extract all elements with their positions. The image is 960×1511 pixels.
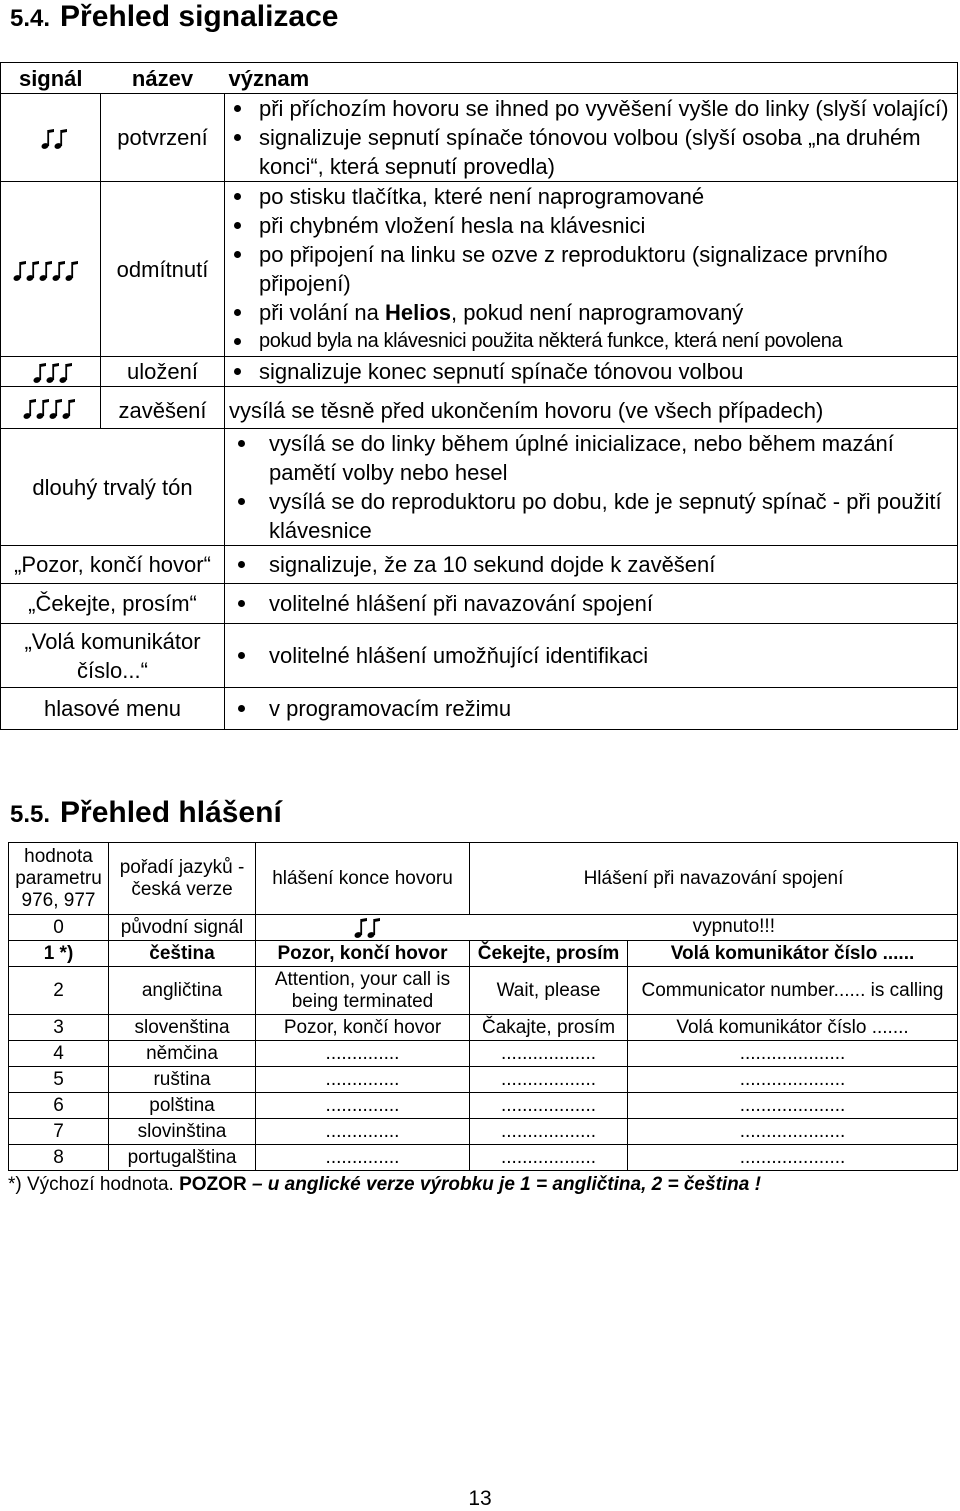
cell-value: 8 bbox=[9, 1145, 109, 1171]
name-cell: „Čekejte, prosím“ bbox=[1, 584, 225, 624]
music-notes-5-icon bbox=[11, 254, 84, 283]
cell-wait: .................. bbox=[470, 1093, 628, 1119]
cell-end-call: .............. bbox=[256, 1145, 470, 1171]
meaning-cell bbox=[225, 584, 958, 624]
section-heading-hlaseni bbox=[10, 796, 282, 830]
music-notes-2-icon bbox=[352, 915, 386, 941]
page-number: 13 bbox=[468, 1487, 492, 1510]
cell-value: 0 bbox=[9, 915, 109, 941]
meaning-cell: vysílá se těsně před ukončením hovoru (ve všech případech) bbox=[225, 387, 958, 429]
table-row bbox=[9, 1067, 958, 1093]
table-header-row bbox=[9, 843, 958, 915]
header-signal: signál bbox=[1, 63, 101, 94]
signal-cell bbox=[1, 182, 101, 357]
cell-end-call: .............. bbox=[256, 1119, 470, 1145]
header-meaning: význam bbox=[225, 63, 958, 94]
cell-language: němčina bbox=[109, 1041, 256, 1067]
header-end-call: hlášení konce hovoru bbox=[256, 843, 470, 915]
cell-state bbox=[256, 915, 958, 941]
name-cell: „Pozor, končí hovor“ bbox=[1, 546, 225, 584]
list-item bbox=[229, 298, 953, 327]
cell-end-call: .............. bbox=[256, 1093, 470, 1119]
cell-wait: .................. bbox=[470, 1041, 628, 1067]
cell-connecting: .................... bbox=[628, 1093, 958, 1119]
table-row bbox=[1, 584, 958, 624]
cell-language: původní signál bbox=[109, 915, 256, 941]
signal-cell bbox=[1, 94, 101, 182]
list-item: vysílá se do reproduktoru po dobu, kde je sepnutý spínač - při použití klávesnice bbox=[229, 487, 953, 545]
announcement-rows bbox=[9, 941, 958, 1171]
cell-wait: .................. bbox=[470, 1119, 628, 1145]
cell-connecting: .................... bbox=[628, 1067, 958, 1093]
cell-language: angličtina bbox=[109, 967, 256, 1015]
state-text: vypnuto!!! bbox=[692, 916, 775, 937]
list-item: při chybném vložení hesla na klávesnici bbox=[229, 211, 953, 240]
table-row bbox=[1, 357, 958, 387]
cell-end-call: .............. bbox=[256, 1041, 470, 1067]
cell-value: 6 bbox=[9, 1093, 109, 1119]
meaning-cell bbox=[225, 429, 958, 546]
cell-value: 7 bbox=[9, 1119, 109, 1145]
header-connecting: Hlášení při navazování spojení bbox=[470, 843, 958, 915]
list-item: pokud byla na klávesnici použita některá funkce, která není povolena bbox=[229, 327, 953, 356]
helios-bold: Helios bbox=[384, 300, 451, 325]
list-item: signalizuje sepnutí spínače tónovou volbou (slyší osoba „na druhém konci“, která sepnutí provedla) bbox=[229, 123, 953, 181]
signal-cell bbox=[1, 357, 101, 387]
section-title: Přehled hlášení bbox=[60, 796, 282, 829]
table-row bbox=[9, 915, 958, 941]
music-notes-2-icon bbox=[39, 123, 73, 152]
table-row bbox=[1, 546, 958, 584]
list-item: vysílá se do linky během úplné inicializace, nebo během mazání pamětí volby nebo hesel bbox=[229, 429, 953, 487]
cell-language: portugalština bbox=[109, 1145, 256, 1171]
list-item: volitelné hlášení při navazování spojení bbox=[229, 589, 953, 618]
table-row bbox=[9, 941, 958, 967]
header-parameter: hodnota parametru 976, 977 bbox=[9, 843, 109, 915]
header-name: název bbox=[101, 63, 225, 94]
table-row bbox=[9, 1119, 958, 1145]
music-notes-3-icon bbox=[31, 357, 78, 386]
name-cell: odmítnutí bbox=[101, 182, 225, 357]
cell-value: 3 bbox=[9, 1015, 109, 1041]
footnote-text: *) Výchozí hodnota. bbox=[8, 1174, 180, 1195]
name-cell: zavěšení bbox=[101, 387, 225, 429]
name-cell: dlouhý trvalý tón bbox=[1, 429, 225, 546]
cell-language: polština bbox=[109, 1093, 256, 1119]
cell-language: slovinština bbox=[109, 1119, 256, 1145]
announcement-table bbox=[8, 842, 958, 1171]
table-row bbox=[9, 1093, 958, 1119]
table-row bbox=[1, 387, 958, 429]
cell-end-call: Attention, your call is being terminated bbox=[256, 967, 470, 1015]
footnote bbox=[8, 1174, 761, 1196]
header-language: pořadí jazyků - česká verze bbox=[109, 843, 256, 915]
cell-language: ruština bbox=[109, 1067, 256, 1093]
item-text: při volání na bbox=[259, 300, 385, 325]
cell-value: 1 *) bbox=[9, 941, 109, 967]
table-row bbox=[1, 94, 958, 182]
list-item: po stisku tlačítka, které není naprogramované bbox=[229, 182, 953, 211]
name-cell: uložení bbox=[101, 357, 225, 387]
footnote-bold: POZOR bbox=[179, 1174, 247, 1195]
name-cell: „Volá komunikátor číslo...“ bbox=[1, 624, 225, 688]
cell-end-call: Pozor, končí hovor bbox=[256, 1015, 470, 1041]
cell-wait: .................. bbox=[470, 1145, 628, 1171]
cell-connecting: Volá komunikátor číslo ....... bbox=[628, 1015, 958, 1041]
cell-wait: Wait, please bbox=[470, 967, 628, 1015]
meaning-cell bbox=[225, 688, 958, 730]
cell-wait: Čekejte, prosím bbox=[470, 941, 628, 967]
meaning-cell bbox=[225, 546, 958, 584]
cell-connecting: Volá komunikátor číslo ...... bbox=[628, 941, 958, 967]
cell-end-call: Pozor, končí hovor bbox=[256, 941, 470, 967]
table-row bbox=[1, 624, 958, 688]
cell-connecting: Communicator number...... is calling bbox=[628, 967, 958, 1015]
list-item: volitelné hlášení umožňující identifikaci bbox=[229, 641, 953, 670]
cell-value: 4 bbox=[9, 1041, 109, 1067]
table-row bbox=[1, 182, 958, 357]
list-item: signalizuje konec sepnutí spínače tónovou volbou bbox=[229, 357, 953, 386]
signal-cell bbox=[1, 387, 101, 429]
meaning-cell bbox=[225, 182, 958, 357]
list-item: signalizuje, že za 10 sekund dojde k zavěšení bbox=[229, 550, 953, 579]
item-text: , pokud není naprogramovaný bbox=[451, 300, 744, 325]
meaning-cell bbox=[225, 94, 958, 182]
meaning-cell bbox=[225, 357, 958, 387]
name-cell: hlasové menu bbox=[1, 688, 225, 730]
meaning-cell bbox=[225, 624, 958, 688]
cell-value: 2 bbox=[9, 967, 109, 1015]
footnote-italic: – u anglické verze výrobku je 1 = angličtina, 2 = čeština ! bbox=[246, 1174, 761, 1195]
section-number: 5.5. bbox=[10, 801, 51, 828]
section-number: 5.4. bbox=[10, 5, 51, 32]
cell-wait: .................. bbox=[470, 1067, 628, 1093]
table-row bbox=[9, 1041, 958, 1067]
list-item: v programovacím režimu bbox=[229, 694, 953, 723]
list-item: po připojení na linku se ozve z reproduktoru (signalizace prvního připojení) bbox=[229, 240, 953, 298]
table-row bbox=[9, 1015, 958, 1041]
cell-end-call: .............. bbox=[256, 1067, 470, 1093]
cell-connecting: .................... bbox=[628, 1145, 958, 1171]
table-row bbox=[1, 429, 958, 546]
list-item: při příchozím hovoru se ihned po vyvěšení vyšle do linky (slyší volající) bbox=[229, 94, 953, 123]
cell-language: čeština bbox=[109, 941, 256, 967]
signal-overview-table bbox=[0, 62, 958, 730]
music-notes-4-icon bbox=[21, 393, 81, 422]
table-row bbox=[9, 1145, 958, 1171]
table-header-row bbox=[1, 63, 958, 94]
cell-wait: Čakajte, prosím bbox=[470, 1015, 628, 1041]
table-row bbox=[1, 688, 958, 730]
table-row bbox=[9, 967, 958, 1015]
section-title: Přehled signalizace bbox=[60, 0, 339, 33]
cell-connecting: .................... bbox=[628, 1119, 958, 1145]
section-heading-signalizace bbox=[10, 0, 338, 34]
cell-connecting: .................... bbox=[628, 1041, 958, 1067]
name-cell: potvrzení bbox=[101, 94, 225, 182]
cell-value: 5 bbox=[9, 1067, 109, 1093]
cell-language: slovenština bbox=[109, 1015, 256, 1041]
